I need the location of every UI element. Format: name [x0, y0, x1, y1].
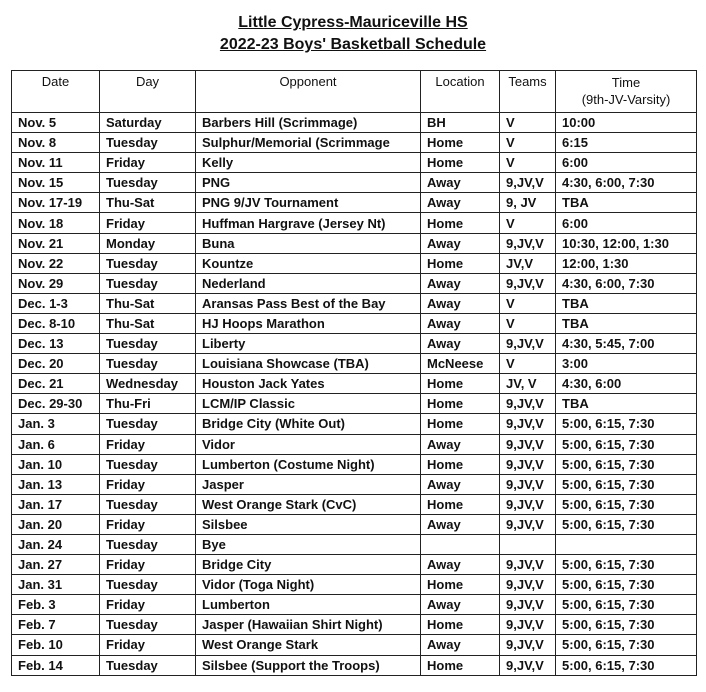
cell-day: Thu-Sat — [100, 293, 196, 313]
cell-time: 5:00, 6:15, 7:30 — [556, 555, 697, 575]
cell-date: Dec. 20 — [12, 354, 100, 374]
cell-teams: V — [500, 133, 556, 153]
cell-time: 12:00, 1:30 — [556, 253, 697, 273]
cell-date: Nov. 11 — [12, 153, 100, 173]
cell-location: BH — [421, 113, 500, 133]
cell-opponent: Lumberton (Costume Night) — [196, 454, 421, 474]
cell-day: Tuesday — [100, 354, 196, 374]
cell-teams: 9,JV,V — [500, 474, 556, 494]
cell-opponent: Vidor (Toga Night) — [196, 575, 421, 595]
cell-opponent: Sulphur/Memorial (Scrimmage — [196, 133, 421, 153]
cell-location: Away — [421, 334, 500, 354]
table-row — [12, 394, 697, 414]
cell-teams: 9,JV,V — [500, 454, 556, 474]
cell-teams: 9,JV,V — [500, 394, 556, 414]
cell-date: Nov. 5 — [12, 113, 100, 133]
cell-day: Tuesday — [100, 334, 196, 354]
cell-location: Home — [421, 374, 500, 394]
schedule-body — [12, 113, 697, 676]
cell-date: Jan. 6 — [12, 434, 100, 454]
cell-time: 5:00, 6:15, 7:30 — [556, 575, 697, 595]
cell-date: Jan. 3 — [12, 414, 100, 434]
cell-teams: V — [500, 354, 556, 374]
cell-day: Saturday — [100, 113, 196, 133]
table-row — [12, 454, 697, 474]
cell-day: Tuesday — [100, 273, 196, 293]
cell-date: Jan. 27 — [12, 555, 100, 575]
cell-day: Thu-Sat — [100, 193, 196, 213]
cell-teams: 9,JV,V — [500, 434, 556, 454]
cell-location: Away — [421, 595, 500, 615]
cell-opponent: Jasper — [196, 474, 421, 494]
cell-time: 10:30, 12:00, 1:30 — [556, 233, 697, 253]
cell-date: Dec. 29-30 — [12, 394, 100, 414]
cell-opponent: Kountze — [196, 253, 421, 273]
cell-date: Nov. 21 — [12, 233, 100, 253]
cell-day: Friday — [100, 555, 196, 575]
cell-teams: V — [500, 153, 556, 173]
school-name: Little Cypress-Mauriceville HS — [238, 14, 468, 31]
time-header-label: Time — [611, 75, 641, 90]
cell-location: Away — [421, 313, 500, 333]
cell-location: Away — [421, 193, 500, 213]
cell-date: Nov. 15 — [12, 173, 100, 193]
cell-day: Wednesday — [100, 374, 196, 394]
table-row — [12, 575, 697, 595]
cell-location: Away — [421, 434, 500, 454]
cell-time: 4:30, 6:00, 7:30 — [556, 273, 697, 293]
cell-day: Friday — [100, 213, 196, 233]
cell-location: Away — [421, 173, 500, 193]
cell-date: Nov. 8 — [12, 133, 100, 153]
cell-time: 5:00, 6:15, 7:30 — [556, 514, 697, 534]
cell-location: Away — [421, 233, 500, 253]
cell-date: Jan. 24 — [12, 534, 100, 554]
cell-date: Dec. 1-3 — [12, 293, 100, 313]
cell-date: Jan. 31 — [12, 575, 100, 595]
cell-opponent: Houston Jack Yates — [196, 374, 421, 394]
cell-time: TBA — [556, 313, 697, 333]
cell-day: Tuesday — [100, 133, 196, 153]
col-header-time — [556, 71, 697, 113]
cell-day: Friday — [100, 474, 196, 494]
cell-opponent: LCM/IP Classic — [196, 394, 421, 414]
cell-location — [421, 534, 500, 554]
table-row — [12, 635, 697, 655]
cell-date: Nov. 17-19 — [12, 193, 100, 213]
cell-teams: V — [500, 313, 556, 333]
cell-teams: JV, V — [500, 374, 556, 394]
cell-time: 6:00 — [556, 213, 697, 233]
cell-day: Friday — [100, 595, 196, 615]
cell-teams: 9,JV,V — [500, 575, 556, 595]
cell-teams: 9, JV — [500, 193, 556, 213]
cell-date: Nov. 29 — [12, 273, 100, 293]
table-row — [12, 374, 697, 394]
table-row — [12, 173, 697, 193]
time-header-sublabel: (9th-JV-Varsity) — [581, 92, 671, 107]
cell-day: Monday — [100, 233, 196, 253]
cell-location: Away — [421, 514, 500, 534]
cell-teams: 9,JV,V — [500, 514, 556, 534]
cell-location: Home — [421, 414, 500, 434]
cell-location: Away — [421, 635, 500, 655]
cell-date: Nov. 18 — [12, 213, 100, 233]
cell-location: Away — [421, 273, 500, 293]
cell-teams: 9,JV,V — [500, 494, 556, 514]
cell-opponent: Jasper (Hawaiian Shirt Night) — [196, 615, 421, 635]
cell-day: Friday — [100, 153, 196, 173]
table-row — [12, 334, 697, 354]
cell-date: Jan. 20 — [12, 514, 100, 534]
table-row — [12, 595, 697, 615]
cell-teams: 9,JV,V — [500, 555, 556, 575]
cell-opponent: Bridge City — [196, 555, 421, 575]
cell-teams: V — [500, 213, 556, 233]
cell-time: 5:00, 6:15, 7:30 — [556, 454, 697, 474]
cell-opponent: PNG 9/JV Tournament — [196, 193, 421, 213]
cell-time: TBA — [556, 293, 697, 313]
cell-time: 5:00, 6:15, 7:30 — [556, 595, 697, 615]
table-row — [12, 434, 697, 454]
cell-location: Home — [421, 454, 500, 474]
cell-opponent: Huffman Hargrave (Jersey Nt) — [196, 213, 421, 233]
cell-opponent: Vidor — [196, 434, 421, 454]
cell-time: 5:00, 6:15, 7:30 — [556, 494, 697, 514]
cell-teams: 9,JV,V — [500, 273, 556, 293]
table-row — [12, 153, 697, 173]
cell-location: Away — [421, 555, 500, 575]
cell-location: Home — [421, 575, 500, 595]
table-row — [12, 534, 697, 554]
table-row — [12, 313, 697, 333]
table-row — [12, 233, 697, 253]
schedule-title: 2022-23 Boys' Basketball Schedule — [219, 36, 487, 53]
cell-date: Jan. 10 — [12, 454, 100, 474]
cell-time: 4:30, 5:45, 7:00 — [556, 334, 697, 354]
table-row — [12, 253, 697, 273]
cell-date: Feb. 3 — [12, 595, 100, 615]
cell-time: TBA — [556, 193, 697, 213]
cell-teams: 9,JV,V — [500, 655, 556, 675]
document-header — [0, 12, 706, 56]
cell-teams: 9,JV,V — [500, 635, 556, 655]
cell-opponent: Bye — [196, 534, 421, 554]
cell-location: Home — [421, 133, 500, 153]
cell-time: 10:00 — [556, 113, 697, 133]
table-row — [12, 414, 697, 434]
cell-location: Home — [421, 253, 500, 273]
table-row — [12, 514, 697, 534]
schedule-table — [11, 70, 697, 676]
cell-date: Feb. 7 — [12, 615, 100, 635]
cell-time: 6:15 — [556, 133, 697, 153]
cell-location: Home — [421, 213, 500, 233]
cell-time — [556, 534, 697, 554]
cell-opponent: HJ Hoops Marathon — [196, 313, 421, 333]
cell-day: Tuesday — [100, 575, 196, 595]
cell-teams: 9,JV,V — [500, 173, 556, 193]
cell-opponent: Kelly — [196, 153, 421, 173]
cell-teams: 9,JV,V — [500, 595, 556, 615]
cell-day: Friday — [100, 434, 196, 454]
cell-opponent: Nederland — [196, 273, 421, 293]
cell-time: 3:00 — [556, 354, 697, 374]
cell-time: 6:00 — [556, 153, 697, 173]
cell-time: TBA — [556, 394, 697, 414]
cell-teams: V — [500, 293, 556, 313]
cell-day: Tuesday — [100, 253, 196, 273]
cell-day: Tuesday — [100, 534, 196, 554]
cell-opponent: Aransas Pass Best of the Bay — [196, 293, 421, 313]
cell-location: Away — [421, 293, 500, 313]
table-row — [12, 474, 697, 494]
table-row — [12, 555, 697, 575]
cell-day: Tuesday — [100, 655, 196, 675]
cell-date: Feb. 14 — [12, 655, 100, 675]
cell-opponent: Barbers Hill (Scrimmage) — [196, 113, 421, 133]
cell-time: 5:00, 6:15, 7:30 — [556, 434, 697, 454]
col-header-location: Location — [421, 71, 500, 113]
cell-date: Dec. 21 — [12, 374, 100, 394]
cell-location: Home — [421, 615, 500, 635]
col-header-date: Date — [12, 71, 100, 113]
cell-opponent: Bridge City (White Out) — [196, 414, 421, 434]
table-row — [12, 193, 697, 213]
col-header-day: Day — [100, 71, 196, 113]
cell-date: Dec. 8-10 — [12, 313, 100, 333]
cell-time: 5:00, 6:15, 7:30 — [556, 615, 697, 635]
cell-location: Away — [421, 474, 500, 494]
cell-teams — [500, 534, 556, 554]
cell-opponent: Silsbee (Support the Troops) — [196, 655, 421, 675]
col-header-opponent: Opponent — [196, 71, 421, 113]
cell-opponent: Louisiana Showcase (TBA) — [196, 354, 421, 374]
cell-date: Nov. 22 — [12, 253, 100, 273]
cell-teams: V — [500, 113, 556, 133]
col-header-teams: Teams — [500, 71, 556, 113]
table-row — [12, 494, 697, 514]
cell-day: Tuesday — [100, 414, 196, 434]
cell-location: Home — [421, 153, 500, 173]
cell-teams: 9,JV,V — [500, 615, 556, 635]
cell-date: Dec. 13 — [12, 334, 100, 354]
header-row — [12, 71, 697, 113]
cell-day: Friday — [100, 514, 196, 534]
cell-opponent: Liberty — [196, 334, 421, 354]
table-row — [12, 133, 697, 153]
cell-day: Tuesday — [100, 494, 196, 514]
table-row — [12, 354, 697, 374]
cell-teams: 9,JV,V — [500, 334, 556, 354]
cell-day: Thu-Fri — [100, 394, 196, 414]
cell-opponent: Lumberton — [196, 595, 421, 615]
cell-opponent: Silsbee — [196, 514, 421, 534]
cell-time: 5:00, 6:15, 7:30 — [556, 655, 697, 675]
cell-opponent: West Orange Stark — [196, 635, 421, 655]
cell-day: Tuesday — [100, 454, 196, 474]
cell-time: 4:30, 6:00 — [556, 374, 697, 394]
cell-day: Tuesday — [100, 173, 196, 193]
cell-date: Feb. 10 — [12, 635, 100, 655]
table-row — [12, 615, 697, 635]
cell-time: 5:00, 6:15, 7:30 — [556, 635, 697, 655]
cell-day: Tuesday — [100, 615, 196, 635]
cell-location: Home — [421, 655, 500, 675]
cell-teams: 9,JV,V — [500, 414, 556, 434]
cell-location: McNeese — [421, 354, 500, 374]
table-row — [12, 273, 697, 293]
table-row — [12, 113, 697, 133]
table-row — [12, 655, 697, 675]
cell-date: Jan. 13 — [12, 474, 100, 494]
cell-day: Friday — [100, 635, 196, 655]
cell-location: Home — [421, 394, 500, 414]
cell-time: 4:30, 6:00, 7:30 — [556, 173, 697, 193]
cell-location: Home — [421, 494, 500, 514]
cell-opponent: West Orange Stark (CvC) — [196, 494, 421, 514]
cell-time: 5:00, 6:15, 7:30 — [556, 474, 697, 494]
cell-teams: 9,JV,V — [500, 233, 556, 253]
cell-teams: JV,V — [500, 253, 556, 273]
cell-date: Jan. 17 — [12, 494, 100, 514]
cell-time: 5:00, 6:15, 7:30 — [556, 414, 697, 434]
table-row — [12, 293, 697, 313]
cell-opponent: PNG — [196, 173, 421, 193]
table-row — [12, 213, 697, 233]
cell-opponent: Buna — [196, 233, 421, 253]
cell-day: Thu-Sat — [100, 313, 196, 333]
